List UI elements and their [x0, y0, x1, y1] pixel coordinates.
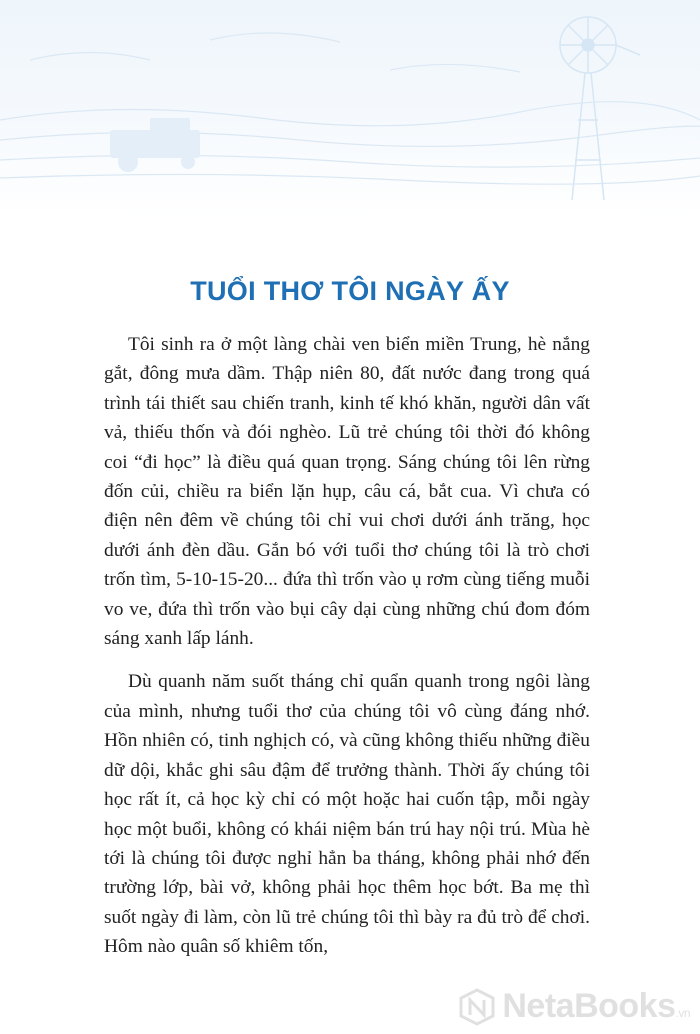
watermark-text [502, 987, 690, 1026]
farm-landscape-illustration [0, 0, 700, 215]
paragraph: Tôi sinh ra ở một làng chài ven biển miền Trung, hè nắng gắt, đông mưa dầm. Thập niên 80, đất nước đang trong quá trình tái thiết sau chiến tranh, kinh tế khó khăn, người dân vất vả, thiếu thốn và đói nghèo. Lũ trẻ chúng tôi thời đó không coi “đi học” là điều quá quan trọng. Sáng chúng tôi lên rừng đốn củi, chiều ra biển lặn hụp, câu cá, bắt cua. Vì chưa có điện nên đêm về chúng tôi chỉ vui chơi dưới ánh trăng, học dưới ánh đèn dầu. Gắn bó với tuổi thơ chúng tôi là trò chơi trốn tìm, 5-10-15-20... đứa thì trốn vào ụ rơm cùng tiếng muỗi vo ve, đứa thì trốn vào bụi cây dại cùng những chú đom đóm sáng xanh lấp lánh. [104, 334, 590, 650]
watermark-suffix: .vn [675, 1006, 690, 1020]
paragraph: Dù quanh năm suốt tháng chỉ quẩn quanh trong ngôi làng của mình, nhưng tuổi thơ của chúng tôi vô cùng đáng nhớ. Hồn nhiên có, tinh nghịch có, và cũng không thiếu những điều dữ dội, khắc ghi sâu đậm để trưởng thành. Thời ấy chúng tôi học rất ít, cả học kỳ chỉ có một hoặc hai cuốn tập, mỗi ngày học một buổi, không có khái niệm bán trú hay nội trú. Mùa hè tới là chúng tôi được nghỉ hẳn ba tháng, không phải nhớ đến trường lớp, bài vở, không phải học thêm học bớt. Ba mẹ thì suốt ngày đi làm, còn lũ trẻ chúng tôi thì bày ra đủ trò để chơi. Hôm nào quân số khiêm tốn, [104, 671, 590, 958]
netabooks-logo-icon [458, 988, 496, 1026]
watermark [458, 987, 690, 1026]
chapter-body [104, 330, 590, 976]
chapter-title: TUỔI THƠ TÔI NGÀY ẤY [190, 276, 510, 307]
header-illustration [0, 0, 700, 215]
watermark-brand: NetaBooks [502, 987, 676, 1025]
windmill-icon [560, 17, 640, 200]
